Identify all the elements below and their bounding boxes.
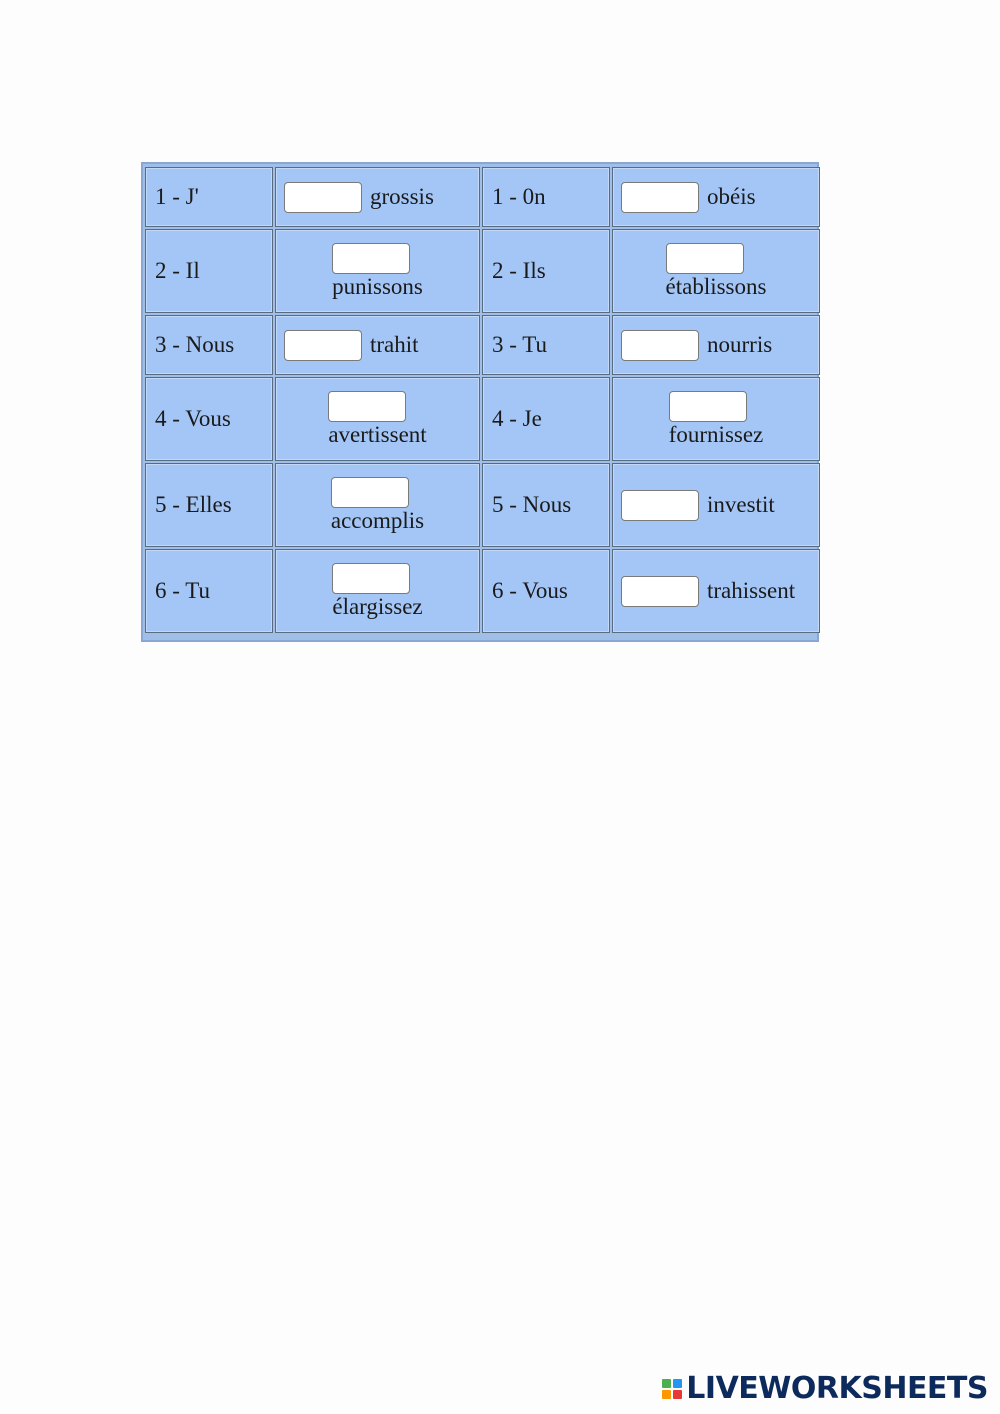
verb-label: accomplis <box>330 507 425 533</box>
subject-label: 4 - Je <box>482 377 610 461</box>
subject-label: 3 - Nous <box>145 315 273 375</box>
verb-label: punissons <box>332 273 423 299</box>
answer-cell <box>275 167 480 227</box>
answer-cell <box>275 549 480 633</box>
logo-text: LIVEWORKSHEETS <box>686 1371 988 1406</box>
answer-input[interactable] <box>621 330 699 361</box>
answer-input[interactable] <box>621 182 699 213</box>
answer-cell <box>612 377 820 461</box>
verb-label: élargissez <box>332 593 423 619</box>
answer-input[interactable] <box>621 490 699 521</box>
verb-label: obéis <box>707 183 756 209</box>
logo-mark-square <box>673 1390 682 1399</box>
worksheet-table <box>141 162 819 642</box>
subject-label: 5 - Nous <box>482 463 610 547</box>
liveworksheets-mark-icon <box>662 1379 682 1399</box>
liveworksheets-logo <box>662 1371 988 1406</box>
logo-mark-square <box>673 1379 682 1388</box>
subject-label: 6 - Vous <box>482 549 610 633</box>
logo-mark-square <box>662 1390 671 1399</box>
answer-input[interactable] <box>284 182 362 213</box>
verb-label: avertissent <box>328 421 427 447</box>
answer-cell <box>275 315 480 375</box>
answer-cell <box>612 549 820 633</box>
answer-cell <box>275 377 480 461</box>
subject-label: 2 - Il <box>145 229 273 313</box>
verb-label: trahit <box>370 331 419 357</box>
answer-cell <box>275 463 480 547</box>
answer-cell <box>275 229 480 313</box>
answer-cell <box>612 167 820 227</box>
verb-label: grossis <box>370 183 434 209</box>
answer-cell <box>612 315 820 375</box>
answer-input[interactable] <box>331 477 409 508</box>
verb-label: trahissent <box>707 577 796 603</box>
logo-mark-square <box>662 1379 671 1388</box>
answer-input[interactable] <box>332 243 410 274</box>
answer-cell <box>612 229 820 313</box>
subject-label: 4 - Vous <box>145 377 273 461</box>
subject-label: 2 - Ils <box>482 229 610 313</box>
verb-label: nourris <box>707 331 773 357</box>
answer-input[interactable] <box>332 563 410 594</box>
answer-cell <box>612 463 820 547</box>
subject-label: 6 - Tu <box>145 549 273 633</box>
subject-label: 3 - Tu <box>482 315 610 375</box>
subject-label: 1 - 0n <box>482 167 610 227</box>
verb-label: fournissez <box>668 421 764 447</box>
answer-input[interactable] <box>669 391 747 422</box>
answer-input[interactable] <box>621 576 699 607</box>
verb-label: établissons <box>665 273 767 299</box>
answer-input[interactable] <box>328 391 406 422</box>
answer-input[interactable] <box>284 330 362 361</box>
subject-label: 1 - J' <box>145 167 273 227</box>
verb-label: investit <box>707 491 775 517</box>
answer-input[interactable] <box>666 243 744 274</box>
subject-label: 5 - Elles <box>145 463 273 547</box>
